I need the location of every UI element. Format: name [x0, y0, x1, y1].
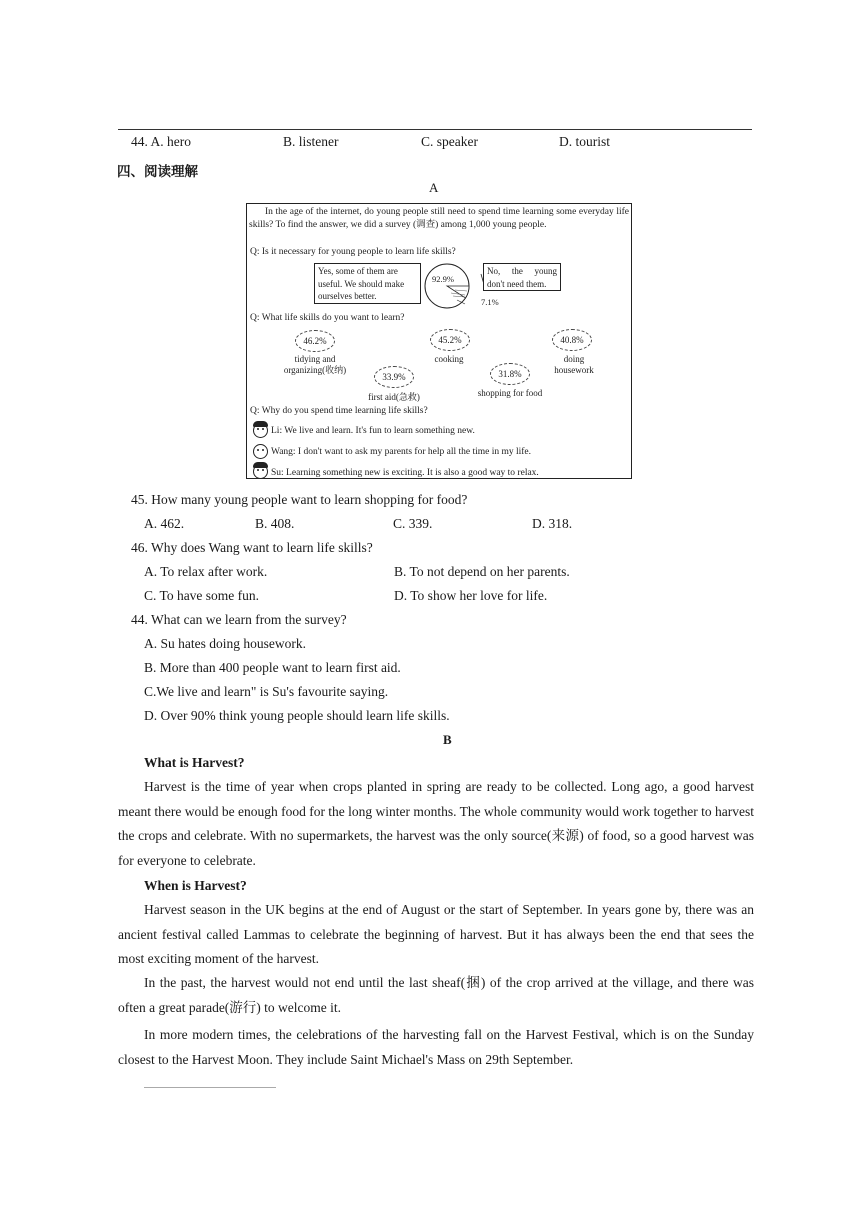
heading-when-is-harvest: When is Harvest? [144, 878, 247, 893]
paragraph-2: Harvest season in the UK begins at the end of August or the start of September. In years gone by, there was an ancient festival called Lammas to celebrate the beginning of harvest. But it has always been the end that sees the most exciting moment of the harvest. [118, 902, 754, 966]
q47-option-c: C.We live and learn" is Su's favourite saying. [144, 684, 389, 699]
skill-pct-housework: 40.8% [552, 329, 592, 351]
footnote-rule [144, 1087, 276, 1088]
skill-pct-shopping: 31.8% [490, 363, 530, 385]
q46-stem: 46. Why does Wang want to learn life skills? [131, 540, 373, 555]
q45-stem: 45. How many young people want to learn shopping for food? [131, 492, 468, 507]
q47-option-b: B. More than 400 people want to learn first aid. [144, 660, 401, 675]
wang-avatar-icon [253, 444, 268, 459]
skill-label-first-aid: first aid(急救) [368, 392, 420, 402]
paragraph-4: In more modern times, the celebrations of the harvesting fall on the Harvest Festival, which is on the Sunday closest to the Harvest Moon. They include Saint Michael's Mass on 29th September. [118, 1027, 754, 1067]
q46-option-a: A. To relax after work. [144, 564, 268, 579]
answer-su: Su: Learning something new is exciting. It is also a good way to relax. [271, 468, 539, 478]
q47-option-d: D. Over 90% think young people should learn life skills. [144, 708, 450, 723]
answer-wang: Wang: I don't want to ask my parents for help all the time in my life. [271, 447, 532, 457]
q45-option-a: A. 462. [144, 516, 185, 531]
survey-figure [246, 203, 632, 479]
q45-option-b: B. 408. [255, 516, 295, 531]
skill-label-housework: doing housework [554, 354, 594, 375]
yes-speech-bubble: Yes, some of them are useful. We should make ourselves better. [314, 263, 421, 304]
q45-option-c: C. 339. [393, 516, 433, 531]
top-rule [118, 129, 752, 130]
q46-option-b: B. To not depend on her parents. [394, 564, 570, 579]
skill-pct-first-aid: 33.9% [374, 366, 414, 388]
paragraph-3: In the past, the harvest would not end until the last sheaf(捆) of the crop arrived at the village, and there was often a great parade(游行) to welcome it. [118, 975, 754, 1015]
heading-what-is-harvest: What is Harvest? [144, 755, 245, 770]
passage-b-letter: B [443, 732, 452, 747]
skill-pct-cooking: 45.2% [430, 329, 470, 351]
skill-label-cooking: cooking [434, 354, 464, 364]
q45-option-d: D. 318. [532, 516, 573, 531]
survey-question-3: Q: Why do you spend time learning life skills? [250, 406, 428, 416]
q47-stem: 44. What can we learn from the survey? [131, 612, 347, 627]
survey-question-1: Q: Is it necessary for young people to learn life skills? [250, 247, 456, 257]
answer-li: Li: We live and learn. It's fun to learn something new. [271, 426, 475, 436]
passage-a-letter: A [429, 180, 439, 195]
skill-pct-tidying: 46.2% [295, 330, 335, 352]
survey-intro: In the age of the internet, do young people still need to spend time learning some everyday life skills? To find the answer, we did a survey (调查) among 1,000 young people. [249, 207, 629, 230]
pie-label-yes: 92.9% [432, 274, 454, 284]
q46-option-c: C. To have some fun. [144, 588, 260, 603]
skill-label-tidying: tidying and organizing(收纳) [283, 354, 347, 375]
q44-option-d: D. tourist [559, 134, 611, 149]
paragraph-1: Harvest is the time of year when crops planted in spring are ready to be collected. Long ago, a good harvest meant there would be enough food for the long winter months. The whole community would work together to harvest the crops and celebrate. With no supermarkets, the harvest was the only source(来源) of food, so a good harvest was for everyone to celebrate. [118, 779, 754, 868]
section-heading: 四、阅读理解 [117, 164, 198, 180]
no-speech-bubble: No, the young don't need them. [483, 263, 561, 291]
q44-option-a: 44. A. hero [131, 134, 191, 149]
pie-label-no: 7.1% [481, 297, 499, 307]
skill-label-shopping: shopping for food [477, 388, 543, 398]
q46-option-d: D. To show her love for life. [394, 588, 548, 603]
survey-question-2: Q: What life skills do you want to learn? [250, 313, 405, 323]
li-avatar-icon [253, 423, 268, 438]
q47-option-a: A. Su hates doing housework. [144, 636, 306, 651]
su-avatar-icon [253, 464, 268, 479]
q44-option-b: B. listener [283, 134, 339, 149]
q44-option-c: C. speaker [421, 134, 478, 149]
